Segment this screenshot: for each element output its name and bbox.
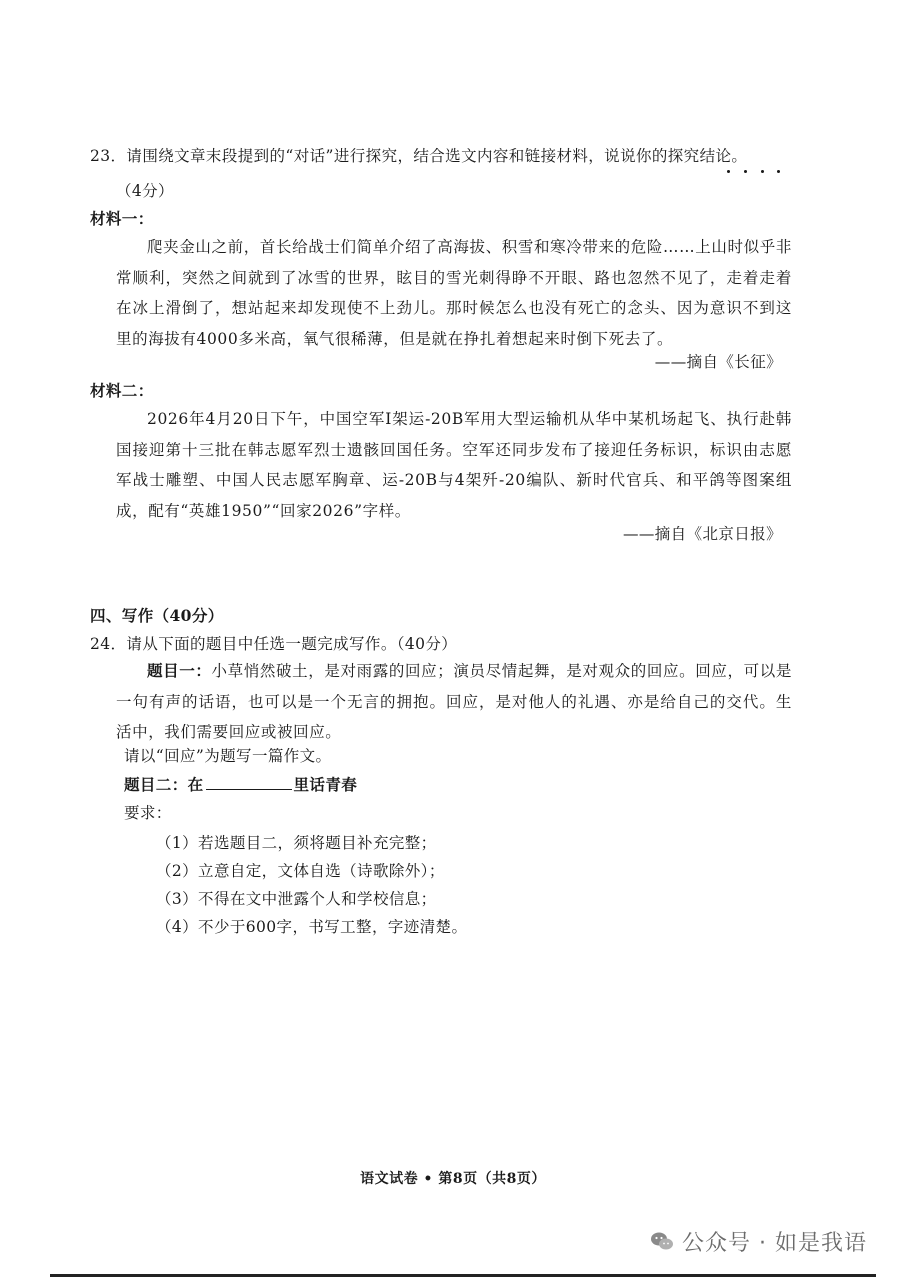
material-1-source: ——摘自《长征》: [654, 353, 782, 371]
emphasis-dot: [727, 170, 730, 173]
emphasis-dot: [744, 170, 747, 173]
topic-2-label: 题目二：: [124, 775, 188, 794]
question-23-text: 23．请围绕文章末段提到的“对话”进行探究，结合选文内容和链接材料，说说你的探究结论。: [90, 147, 748, 165]
page-footer: 语文试卷 • 第8页（共8页）: [360, 1171, 546, 1187]
question-23-score: （4分）: [116, 182, 174, 200]
requirement-item: （2）立意自定，文体自选（诗歌除外）；: [156, 862, 445, 880]
wechat-icon: [650, 1229, 674, 1253]
requirement-item: （1）若选题目二，须将题目补充完整；: [156, 834, 437, 852]
topic-1-label: 题目一：: [147, 661, 212, 680]
topic-2-pre: 在: [187, 775, 204, 794]
material-2-heading: 材料二：: [90, 381, 154, 400]
topic-1-body: 小草悄然破土，是对雨露的回应；演员尽情起舞，是对观众的回应。回应，可以是一句有声的话语，也可以是一个无言的拥抱。回应，是对他人的礼遇、亦是给自己的交代。生活中，我们需要回应或被回应。: [116, 662, 793, 741]
emphasis-dot: [777, 170, 780, 173]
material-1-body: 爬夹金山之前，首长给战士们简单介绍了高海拔、积雪和寒冷带来的危险……上山时似乎非常顺利，突然之间就到了冰雪的世界，眩目的雪光刺得睁不开眼、路也忽然不见了，走着走着在冰上滑倒了，想站起来却发现使不上劲儿。那时候怎么也没有死亡的念头、因为意识不到这里的海拔有4000多米高，氧气很稀薄，但是就在挣扎着想起来时倒下死去了。: [116, 238, 792, 348]
bottom-rule: [50, 1274, 876, 1277]
requirement-item: （4）不少于600字，书写工整，字迹清楚。: [156, 918, 468, 936]
watermark-text: 公众号 · 如是我语: [682, 1230, 867, 1256]
topic-1-paragraph: [116, 656, 792, 748]
topic-2-blank: [206, 775, 292, 790]
material-2-body: 2026年4月20日下午，中国空军Ⅰ架运-20B军用大型运输机从华中某机场起飞、执行赴韩国接迎第十三批在韩志愿军烈士遗骸回国任务。空军还同步发布了接迎任务标识，标识由志愿军战士雕塑、中国人民志愿军胸章、运-20B与4架歼-20编队、新时代官兵、和平鸽等图案组成，配有“英雄1950”“回家2026”字样。: [116, 410, 792, 520]
question-24-text: 24．请从下面的题目中任选一题完成写作。（40分）: [90, 635, 458, 653]
emphasis-dot: [761, 170, 764, 173]
topic-2-line: [124, 775, 357, 795]
topic-1-prompt: 请以“回应”为题写一篇作文。: [124, 747, 332, 765]
material-2-source: ——摘自《北京日报》: [622, 525, 782, 543]
requirements-heading: 要求：: [124, 804, 172, 822]
section-4-heading: 四、写作（40分）: [90, 606, 224, 625]
material-1-heading: 材料一：: [90, 209, 154, 228]
topic-2-post: 里话青春: [293, 775, 358, 794]
requirement-item: （3）不得在文中泄露个人和学校信息；: [156, 890, 437, 908]
watermark: [650, 1226, 867, 1256]
